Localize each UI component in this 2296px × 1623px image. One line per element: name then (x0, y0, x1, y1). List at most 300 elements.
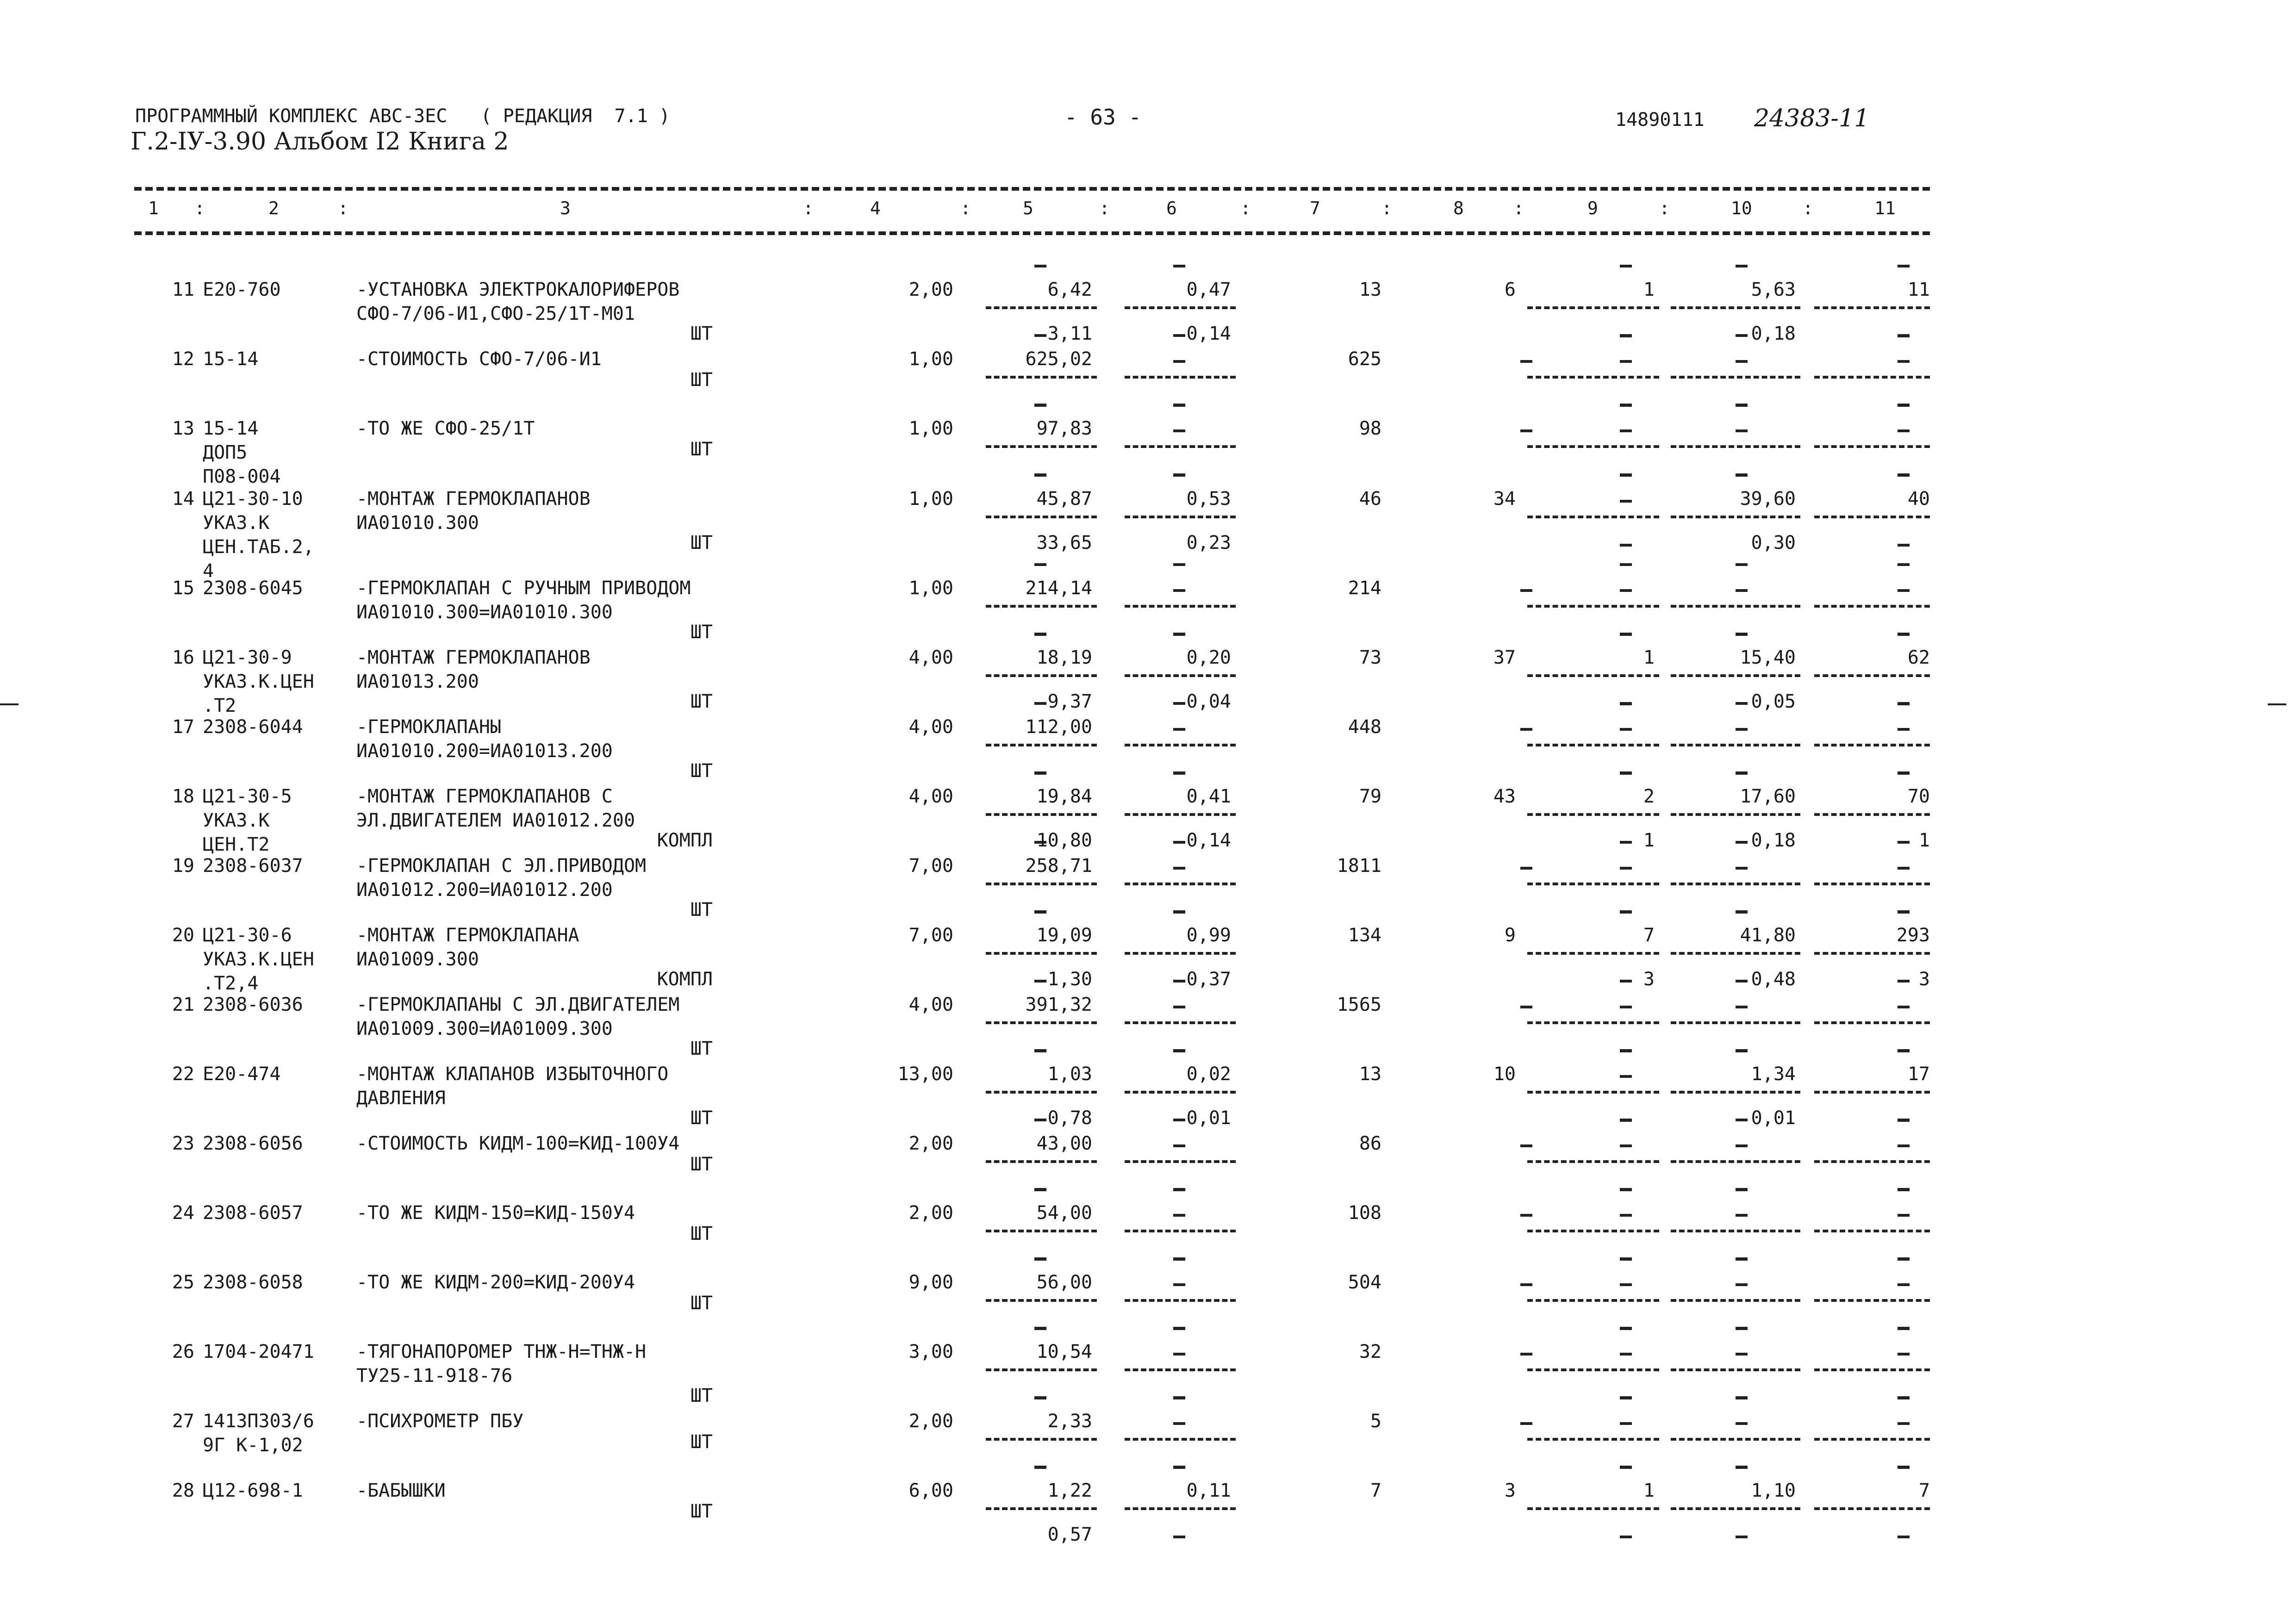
value-divider (1814, 1230, 1930, 1232)
value-marker (1034, 1257, 1046, 1260)
unit-of-measure: ШТ (690, 1385, 713, 1406)
total-cost: 448 (1348, 716, 1381, 738)
rate-code: Ц12-698-1 (203, 1480, 303, 1501)
labor-total: 293 (1896, 925, 1930, 946)
value-divider (1125, 605, 1236, 608)
value-marker (1736, 841, 1748, 844)
value-marker (1898, 1188, 1910, 1191)
wage-total: 3 (1504, 1480, 1516, 1501)
rate-code: П08-004 (203, 466, 281, 487)
value-divider (986, 1438, 1097, 1441)
unit-cost-sub: 33,65 (1036, 532, 1093, 553)
work-description: -БАБЫШКИ (356, 1480, 446, 1501)
rate-code: .Т2 (203, 695, 236, 716)
unit-of-measure: ШТ (690, 323, 713, 344)
value-marker (1898, 1466, 1910, 1468)
labor-hours-sub: 0,18 (1751, 830, 1796, 851)
value-divider (986, 376, 1097, 379)
unit-cost: 258,71 (1025, 855, 1093, 877)
value-marker (1898, 1396, 1910, 1399)
value-divider (986, 674, 1097, 677)
wage-total-empty (1520, 429, 1532, 432)
value-marker (1898, 841, 1910, 844)
wage-cost-sub: 0,14 (1186, 323, 1231, 344)
value-marker (1898, 1327, 1910, 1330)
rate-code: 2308-6058 (203, 1272, 303, 1293)
labor-total-empty (1898, 1006, 1910, 1008)
value-marker (1736, 1327, 1748, 1330)
work-description: -УСТАНОВКА ЭЛЕКТРОКАЛОРИФЕРОВ (356, 279, 680, 300)
labor-hours-sub: 0,30 (1751, 532, 1796, 553)
column-separator: : (1659, 198, 1670, 218)
unit-of-measure: ШТ (690, 691, 713, 712)
value-marker (1736, 1188, 1748, 1191)
work-description: -ГЕРМОКЛАПАН С ЭЛ.ПРИВОДОМ (356, 855, 647, 877)
value-marker (1173, 1119, 1185, 1121)
value-divider (1125, 1160, 1236, 1163)
value-marker (1173, 265, 1185, 267)
row-number: 17 (172, 716, 194, 738)
value-divider (1671, 605, 1800, 608)
work-description: -ТО ЖЕ КИДМ-150=КИД-150У4 (356, 1202, 635, 1224)
unit-cost: 391,32 (1025, 994, 1093, 1015)
total-cost: 5 (1370, 1411, 1381, 1432)
page-number: - 63 - (1064, 105, 1142, 130)
machine-wage: 1 (1643, 1480, 1655, 1501)
machine-wage-empty (1620, 867, 1632, 870)
value-marker (1173, 1188, 1185, 1191)
value-divider (1527, 1368, 1659, 1371)
value-divider (986, 744, 1097, 746)
total-cost: 79 (1359, 786, 1381, 807)
value-marker (1736, 404, 1748, 406)
value-marker (1034, 474, 1046, 477)
work-description: ИА01013.200 (356, 671, 479, 692)
value-divider (986, 1507, 1097, 1510)
value-marker (1736, 1049, 1748, 1052)
unit-cost: 45,87 (1036, 488, 1093, 510)
labor-hours: 39,60 (1740, 488, 1796, 510)
value-marker (1173, 841, 1185, 844)
work-description: СФО-7/06-И1,СФО-25/1Т-М01 (356, 303, 635, 324)
value-divider (1814, 1438, 1930, 1441)
labor-total-sub: 3 (1918, 969, 1930, 990)
value-divider (1814, 1368, 1930, 1371)
value-marker (1620, 404, 1632, 406)
value-divider (986, 605, 1097, 608)
value-divider (1671, 952, 1800, 955)
machine-wage: 1 (1643, 279, 1655, 300)
row-number: 20 (172, 925, 194, 946)
quantity: 2,00 (908, 1133, 953, 1154)
machine-wage-empty (1620, 429, 1632, 432)
value-divider (1671, 744, 1800, 746)
work-description: -СТОИМОСТЬ СФО-7/06-И1 (356, 348, 602, 370)
machine-wage-empty (1620, 1075, 1632, 1078)
value-divider (1671, 1507, 1800, 1510)
value-marker (1620, 1327, 1632, 1330)
wage-cost: 0,11 (1186, 1480, 1231, 1501)
value-marker (1898, 1119, 1910, 1121)
labor-total: 17 (1907, 1063, 1930, 1085)
rate-code: Ц21-30-5 (203, 786, 292, 807)
labor-hours: 1,34 (1751, 1063, 1796, 1085)
wage-cost-sub-empty (1173, 1536, 1185, 1538)
column-header-3: 3 (560, 198, 571, 218)
value-marker (1620, 1466, 1632, 1468)
value-marker (1898, 910, 1910, 913)
column-header-6: 6 (1166, 198, 1177, 218)
value-marker (1173, 771, 1185, 774)
work-description: -ТО ЖЕ КИДМ-200=КИД-200У4 (356, 1272, 635, 1293)
wage-cost-empty (1173, 728, 1185, 731)
total-cost: 32 (1359, 1341, 1381, 1362)
unit-cost: 43,00 (1036, 1133, 1093, 1154)
unit-cost-sub: 0,57 (1047, 1524, 1092, 1545)
quantity: 4,00 (908, 716, 953, 738)
labor-hours-sub: 0,48 (1751, 969, 1796, 990)
value-divider (1671, 674, 1800, 677)
value-divider (986, 1091, 1097, 1094)
value-divider (1671, 1230, 1800, 1232)
labor-hours: 1,10 (1751, 1480, 1796, 1501)
value-marker (1620, 633, 1632, 635)
value-divider (1671, 1160, 1800, 1163)
unit-cost: 97,83 (1036, 418, 1093, 439)
wage-total-empty (1520, 1422, 1532, 1425)
value-marker (1034, 702, 1046, 705)
labor-total: 7 (1918, 1480, 1930, 1501)
value-marker (1034, 563, 1046, 566)
row-number: 21 (172, 994, 194, 1015)
value-divider (1814, 1091, 1930, 1094)
wage-cost-empty (1173, 1422, 1185, 1425)
machine-wage-sub: 3 (1643, 969, 1655, 990)
labor-hours-sub: 0,05 (1751, 691, 1796, 712)
wage-cost-empty (1173, 1353, 1185, 1356)
value-divider (1814, 1021, 1930, 1024)
value-divider (1527, 1507, 1659, 1510)
value-divider (1125, 813, 1236, 816)
value-divider (1527, 744, 1659, 746)
value-divider (1814, 1299, 1930, 1302)
quantity: 9,00 (908, 1272, 953, 1293)
work-description: -ГЕРМОКЛАПАН С РУЧНЫМ ПРИВОДОМ (356, 578, 691, 599)
wage-cost: 0,20 (1186, 647, 1231, 668)
value-divider (1671, 1299, 1800, 1302)
labor-total: 70 (1907, 786, 1930, 807)
value-marker (1173, 1257, 1185, 1260)
unit-cost: 10,54 (1036, 1341, 1093, 1362)
value-marker (1736, 1396, 1748, 1399)
document-number: 24383-11 (1754, 105, 1870, 132)
row-number: 23 (172, 1133, 194, 1154)
labor-total-sub-empty (1898, 544, 1910, 547)
work-description: ИА01010.300 (356, 512, 479, 534)
row-number: 27 (172, 1411, 194, 1432)
value-marker (1173, 334, 1185, 337)
rate-code: Ц21-30-10 (203, 488, 303, 510)
unit-cost: 19,09 (1036, 925, 1093, 946)
machine-wage: 7 (1643, 925, 1655, 946)
value-marker (1898, 1049, 1910, 1052)
wage-total-empty (1520, 728, 1532, 731)
wage-cost: 0,47 (1186, 279, 1231, 300)
value-marker (1034, 1049, 1046, 1052)
labor-total-empty (1898, 1353, 1910, 1356)
value-marker (1034, 334, 1046, 337)
value-marker (1620, 841, 1632, 844)
value-marker (1620, 1396, 1632, 1399)
value-divider (986, 1368, 1097, 1371)
value-marker (1736, 334, 1748, 337)
value-divider (1814, 516, 1930, 518)
document-code: 14890111 (1615, 109, 1705, 131)
quantity: 4,00 (908, 786, 953, 807)
value-divider (1125, 1021, 1236, 1024)
value-divider (986, 306, 1097, 309)
album-subtitle: Г.2-IУ-3.90 Альбом I2 Книга 2 (131, 128, 509, 155)
value-marker (1620, 1119, 1632, 1121)
labor-hours-empty (1736, 728, 1748, 731)
unit-cost-sub: 1,30 (1047, 969, 1092, 990)
value-marker (1736, 633, 1748, 635)
value-divider (1527, 1160, 1659, 1163)
quantity: 7,00 (908, 925, 953, 946)
quantity: 2,00 (908, 1411, 953, 1432)
labor-hours-empty (1736, 1144, 1748, 1147)
unit-of-measure: ШТ (690, 439, 713, 460)
value-marker (1898, 633, 1910, 635)
value-marker (1736, 1257, 1748, 1260)
value-divider (1125, 1368, 1236, 1371)
column-separator: : (1803, 198, 1813, 218)
wage-total: 37 (1493, 647, 1516, 668)
labor-hours-empty (1736, 1006, 1748, 1008)
machine-wage-empty (1620, 360, 1632, 363)
value-divider (986, 516, 1097, 518)
wage-total-empty (1520, 1353, 1532, 1356)
unit-of-measure: ШТ (690, 1501, 713, 1522)
value-divider (986, 952, 1097, 955)
value-divider (1671, 1091, 1800, 1094)
value-divider (1527, 516, 1659, 518)
labor-hours-sub: 0,01 (1751, 1107, 1796, 1129)
wage-total: 9 (1504, 925, 1516, 946)
wage-cost-empty (1173, 1214, 1185, 1217)
labor-total-empty (1898, 1283, 1910, 1286)
unit-of-measure: ШТ (690, 1038, 713, 1059)
value-divider (1814, 883, 1930, 885)
work-description: -МОНТАЖ ГЕРМОКЛАПАНА (356, 925, 579, 946)
unit-of-measure: ШТ (690, 369, 713, 391)
column-header-1: 1 (148, 198, 159, 218)
labor-total-sub: 1 (1918, 830, 1930, 851)
value-marker (1736, 1466, 1748, 1468)
unit-cost: 56,00 (1036, 1272, 1093, 1293)
rate-code: .Т2,4 (203, 973, 259, 994)
value-marker (1736, 474, 1748, 477)
work-description: ДАВЛЕНИЯ (356, 1088, 446, 1109)
value-divider (1527, 605, 1659, 608)
unit-of-measure: КОМПЛ (657, 830, 713, 851)
value-marker (1173, 1049, 1185, 1052)
value-divider (1125, 1230, 1236, 1232)
value-divider (1814, 306, 1930, 309)
wage-total: 6 (1504, 279, 1516, 300)
rate-code: Е20-474 (203, 1063, 281, 1085)
rate-code: 15-14 (203, 418, 259, 439)
work-description: ИА01009.300 (356, 949, 479, 970)
value-divider (1527, 445, 1659, 448)
column-header-10: 10 (1731, 198, 1752, 218)
value-divider (1814, 952, 1930, 955)
rate-code: Ц21-30-6 (203, 925, 292, 946)
unit-of-measure: ШТ (690, 760, 713, 782)
labor-hours-empty (1736, 429, 1748, 432)
value-divider (1125, 445, 1236, 448)
work-description: -МОНТАЖ ГЕРМОКЛАПАНОВ С (356, 786, 613, 807)
value-divider (986, 1299, 1097, 1302)
labor-hours-empty (1736, 1283, 1748, 1286)
rate-code: УКАЗ.К (203, 810, 270, 831)
value-marker (1620, 334, 1632, 337)
value-divider (1527, 1230, 1659, 1232)
row-number: 12 (172, 348, 194, 370)
value-divider (1527, 1299, 1659, 1302)
value-divider (1814, 813, 1930, 816)
value-divider (1125, 744, 1236, 746)
quantity: 6,00 (908, 1480, 953, 1501)
value-divider (1527, 1438, 1659, 1441)
machine-wage-empty (1620, 1006, 1632, 1008)
unit-of-measure: КОМПЛ (657, 969, 713, 990)
value-divider (1671, 445, 1800, 448)
value-marker (1034, 910, 1046, 913)
machine-wage-empty (1620, 1283, 1632, 1286)
value-marker (1620, 1188, 1632, 1191)
quantity: 1,00 (908, 578, 953, 599)
value-marker (1173, 1396, 1185, 1399)
quantity: 1,00 (908, 418, 953, 439)
value-divider (1527, 376, 1659, 379)
labor-total-empty (1898, 728, 1910, 731)
labor-total-empty (1898, 1422, 1910, 1425)
wage-total: 10 (1493, 1063, 1516, 1085)
value-marker (1034, 841, 1046, 844)
row-number: 14 (172, 488, 194, 510)
value-marker (1620, 265, 1632, 267)
unit-cost: 6,42 (1047, 279, 1092, 300)
machine-wage-empty (1620, 589, 1632, 592)
quantity: 2,00 (908, 1202, 953, 1224)
value-marker (1620, 1257, 1632, 1260)
wage-cost-empty (1173, 429, 1185, 432)
value-marker (1173, 563, 1185, 566)
wage-cost-empty (1173, 360, 1185, 363)
labor-hours: 15,40 (1740, 647, 1796, 668)
value-divider (1527, 1021, 1659, 1024)
total-cost: 1811 (1337, 855, 1381, 877)
rate-code: 15-14 (203, 348, 259, 370)
unit-cost: 54,00 (1036, 1202, 1093, 1224)
program-title: ПРОГРАММНЫЙ КОМПЛЕКС АВС-ЗЕС ( РЕДАКЦИЯ 7.1 ) (135, 106, 670, 127)
value-marker (1620, 563, 1632, 566)
unit-cost: 2,33 (1047, 1411, 1092, 1432)
total-cost: 214 (1348, 578, 1381, 599)
labor-hours: 41,80 (1740, 925, 1796, 946)
value-marker (1173, 910, 1185, 913)
unit-cost: 18,19 (1036, 647, 1093, 668)
wage-total-empty (1520, 1283, 1532, 1286)
work-description: ИА01010.200=ИА01013.200 (356, 740, 613, 762)
total-cost: 13 (1359, 1063, 1381, 1085)
work-description: -МОНТАЖ КЛАПАНОВ ИЗБЫТОЧНОГО (356, 1063, 669, 1085)
value-marker (1898, 771, 1910, 774)
labor-hours-empty (1736, 1353, 1748, 1356)
total-cost: 504 (1348, 1272, 1381, 1293)
unit-cost: 1,03 (1047, 1063, 1092, 1085)
labor-hours-empty (1736, 1422, 1748, 1425)
value-divider (986, 1230, 1097, 1232)
rate-code: УКАЗ.К (203, 512, 270, 534)
value-marker (1620, 910, 1632, 913)
value-divider (1671, 1368, 1800, 1371)
wage-cost-empty (1173, 1006, 1185, 1008)
total-cost: 46 (1359, 488, 1381, 510)
column-separator: : (803, 198, 814, 218)
rate-code: ЦЕН.Т2 (203, 834, 270, 855)
row-number: 22 (172, 1063, 194, 1085)
rate-code: 2308-6037 (203, 855, 303, 877)
value-marker (1898, 404, 1910, 406)
unit-cost: 19,84 (1036, 786, 1093, 807)
unit-cost-sub: 9,37 (1047, 691, 1092, 712)
work-description: -ПСИХРОМЕТР ПБУ (356, 1411, 524, 1432)
column-separator: : (1513, 198, 1524, 218)
wage-total-empty (1520, 589, 1532, 592)
labor-total: 11 (1907, 279, 1930, 300)
value-marker (1173, 980, 1185, 983)
machine-wage-empty (1620, 1214, 1632, 1217)
quantity: 1,00 (908, 348, 953, 370)
value-marker (1034, 1119, 1046, 1121)
value-divider (1671, 516, 1800, 518)
labor-hours-empty (1736, 589, 1748, 592)
wage-cost: 0,41 (1186, 786, 1231, 807)
quantity: 2,00 (908, 279, 953, 300)
row-number: 24 (172, 1202, 194, 1224)
column-separator: : (1381, 198, 1392, 218)
labor-hours-empty (1736, 1214, 1748, 1217)
machine-wage-empty (1620, 1144, 1632, 1147)
column-separator: : (960, 198, 971, 218)
unit-of-measure: ШТ (690, 1431, 713, 1453)
column-separator: : (1240, 198, 1251, 218)
value-divider (1671, 376, 1800, 379)
work-description: -ГЕРМОКЛАПАНЫ С ЭЛ.ДВИГАТЕЛЕМ (356, 994, 680, 1015)
quantity: 4,00 (908, 994, 953, 1015)
wage-cost-sub: 0,37 (1186, 969, 1231, 990)
work-description: -ТО ЖЕ СФО-25/1Т (356, 418, 535, 439)
machine-wage: 2 (1643, 786, 1655, 807)
work-description: -МОНТАЖ ГЕРМОКЛАПАНОВ (356, 647, 591, 668)
rate-code: ДОП5 (203, 442, 248, 463)
unit-of-measure: ШТ (690, 1154, 713, 1175)
value-marker (1898, 474, 1910, 477)
labor-hours-sub-empty (1736, 1536, 1748, 1538)
wage-total-empty (1520, 1214, 1532, 1217)
